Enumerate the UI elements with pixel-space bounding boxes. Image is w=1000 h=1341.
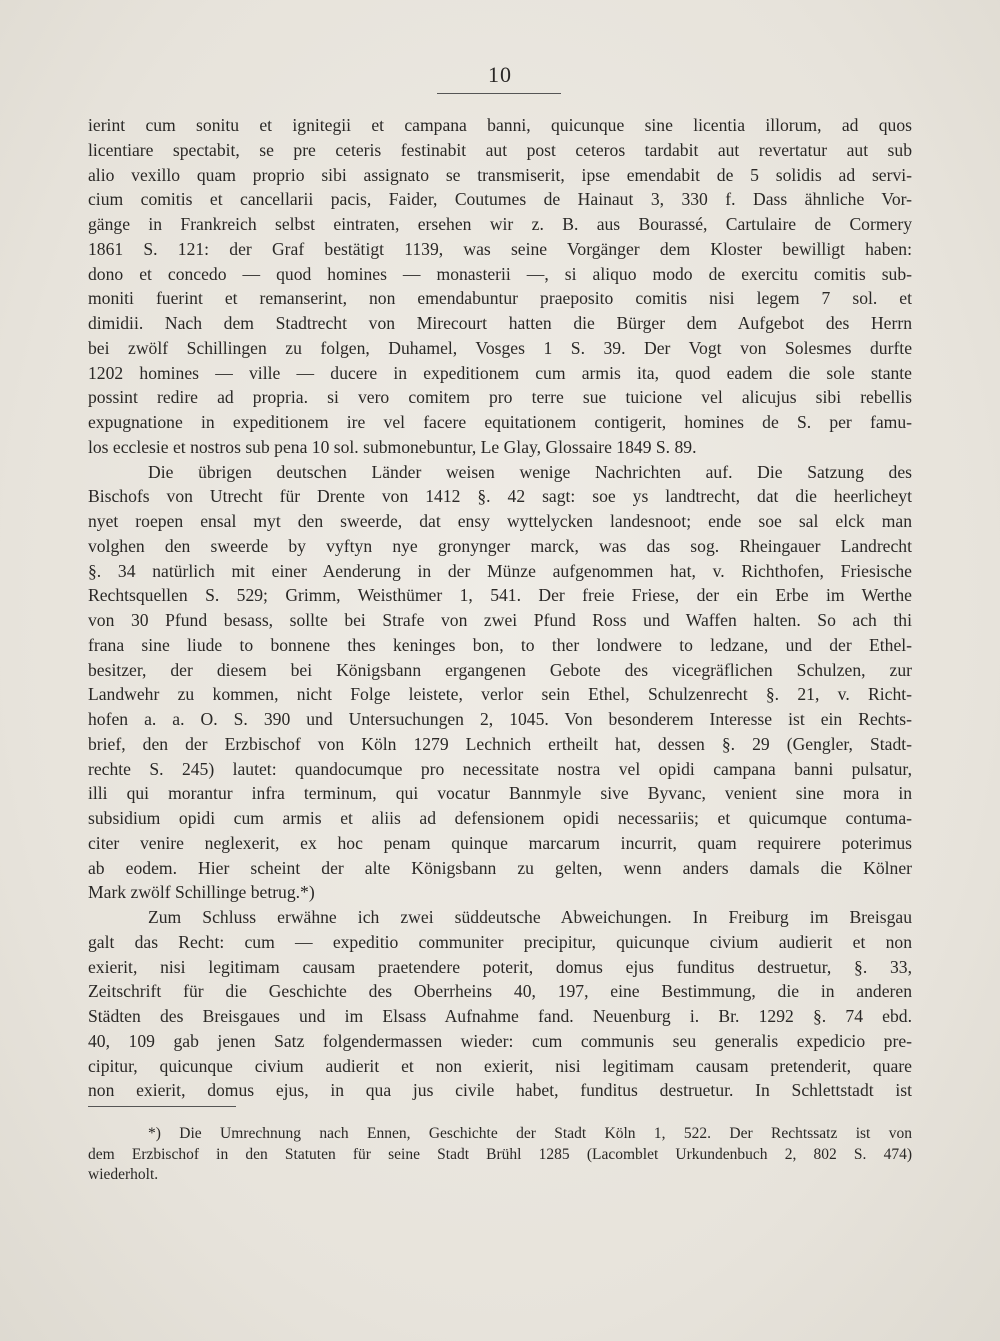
- text-line: 1202 homines — ville — ducere in expeditionem cum armis ita, quod eadem die sole stante: [88, 362, 912, 383]
- text-line: moniti fuerint et remanserint, non emendabuntur praeposito comitis nisi legem 7 sol. et: [88, 288, 912, 309]
- text-line: §. 34 natürlich mit einer Aenderung in der Münze aufgenommen hat, v. Richthofen, Friesische: [88, 560, 912, 581]
- text-line: ierint cum sonitu et ignitegii et campana banni, quicunque sine licentia illorum, ad quos: [88, 115, 912, 135]
- text-line: citer venire neglexerit, ex hoc penam quinque marcarum incurrit, quam requirere poterimus: [88, 832, 912, 853]
- text-line: cipitur, quicunque civium audierit et non exierit, nisi legitimam causam pretenderit, quare: [88, 1055, 912, 1076]
- text-line: galt das Recht: cum — expeditio communiter precipitur, quicunque civium audierit et non: [88, 931, 912, 952]
- text-line: rechte S. 245) lautet: quandocumque pro necessitate nostra vel opidi campana banni pulsatur,: [88, 758, 912, 779]
- text-line: cium comitis et cancellarii pacis, Faider, Coutumes de Hainaut 3, 330 f. Dass ähnliche Vor-: [88, 189, 912, 210]
- text-line: hofen a. a. O. S. 390 und Untersuchungen 2, 1045. Von besonderem Interesse ist ein Rechts-: [88, 709, 912, 729]
- text-line: Landwehr zu kommen, nicht Folge leistete, verlor sein Ethel, Schulzenrecht §. 21, v. Richt-: [88, 684, 912, 705]
- footnotes: [88, 1124, 912, 1186]
- text-line: gänge in Frankreich selbst eintraten, ersehen wir z. B. aus Bourassé, Cartulaire de Cormery: [88, 214, 912, 234]
- text-line: bei zwölf Schillingen zu folgen, Duhamel, Vosges 1 S. 39. Der Vogt von Solesmes durfte: [88, 337, 912, 358]
- text-line: Zum Schluss erwähne ich zwei süddeutsche Abweichungen. In Freiburg im Breisgau: [148, 907, 912, 927]
- footnote-line: *) Die Umrechnung nach Ennen, Geschichte der Stadt Köln 1, 522. Der Rechtssatz ist von: [148, 1125, 912, 1142]
- text-line: volghen den sweerde by vyftyn nye gronynger marck, was das sog. Rheingauer Landrecht: [88, 535, 912, 556]
- text-line: Zeitschrift für die Geschichte des Oberrheins 40, 197, eine Bestimmung, die in anderen: [88, 981, 912, 1002]
- text-line: exierit, nisi legitimam causam praetendere poterit, domus ejus funditus destruetur, §. 33,: [88, 956, 912, 977]
- text-line: dono et concedo — quod homines — monasterii —, si aliquo modo de exercitu comitis sub-: [88, 263, 912, 284]
- text-line: frana sine liude to bonnene thes keninges bon, to ther londwere to ledzane, und der Ethel-: [88, 634, 912, 655]
- text-line: Bischofs von Utrecht für Drente von 1412 §. 42 sagt: soe ys landtrecht, dat die heerlicheyt: [88, 486, 912, 507]
- footnote-rule: [88, 1106, 236, 1107]
- text-line: Die übrigen deutschen Länder weisen wenige Nachrichten auf. Die Satzung des: [148, 461, 912, 482]
- header-rule: [437, 93, 561, 94]
- text-line: illi qui morantur infra terminum, qui vocatur Bannmyle sive Byvanc, venient sine mora in: [88, 783, 912, 804]
- text-line: von 30 Pfund besass, sollte bei Strafe von zwei Pfund Ross und Waffen halten. So ach thi: [88, 610, 912, 630]
- text-line: Rechtsquellen S. 529; Grimm, Weisthümer 1, 541. Der freie Friese, der ein Erbe im Werthe: [88, 585, 912, 606]
- text-line: ab eodem. Hier scheint der alte Königsbann zu gelten, wenn anders damals die Kölner: [88, 857, 912, 878]
- footnote-line: dem Erzbischof in den Statuten für seine Stadt Brühl 1285 (Lacomblet Urkundenbuch 2, 802 S. 474): [88, 1145, 912, 1163]
- text-line: besitzer, der diesem bei Königsbann ergangenen Gebote des vicegräflichen Schulzen, zur: [88, 659, 912, 680]
- text-line: possint redire ad propria. si vero comitem pro terre sue tuicione vel alicujus sibi rebellis: [88, 387, 912, 408]
- footnote-line: wiederholt.: [88, 1166, 159, 1183]
- text-line: expugnatione in expeditionem ire vel facere equitationem contigerit, homines de S. per famu-: [88, 412, 912, 432]
- text-line: licentiare spectabit, se pre ceteris festinabit aut post ceteros tardabit aut revertatur aut sub: [88, 139, 912, 160]
- text-line: subsidium opidi cum armis et aliis ad defensionem opidi necessariis; et quicumque contuma-: [88, 808, 912, 828]
- text-line: alio vexillo quam proprio sibi assignato se transmiserit, ipse emendabit de 5 solidis ad servi-: [88, 164, 912, 185]
- page-number: 10: [488, 62, 512, 87]
- body-text: [88, 113, 912, 1103]
- text-line: dimidii. Nach dem Stadtrecht von Mirecourt hatten die Bürger dem Aufgebot des Herrn: [88, 313, 912, 333]
- text-line: los ecclesie et nostros sub pena 10 sol. submonebuntur, Le Glay, Glossaire 1849 S. 89.: [88, 436, 697, 457]
- text-line: 1861 S. 121: der Graf bestätigt 1139, was seine Vorgänger dem Kloster bewilligt haben:: [88, 238, 912, 259]
- text-line: 40, 109 gab jenen Satz folgendermassen wieder: cum communis seu generalis expedicio pre-: [88, 1030, 912, 1051]
- text-line: brief, den der Erzbischof von Köln 1279 Lechnich ertheilt hat, dessen §. 29 (Gengler, Stadt-: [88, 733, 912, 754]
- text-line: Mark zwölf Schillinge betrug.*): [88, 882, 315, 903]
- text-line: nyet roepen ensal myt den sweerde, dat ensy wyttelycken landesnoot; ende soe sal elck man: [88, 511, 912, 531]
- text-line: Städten des Breisgaues und im Elsass Aufnahme fand. Neuenburg i. Br. 1292 §. 74 ebd.: [88, 1006, 912, 1026]
- text-line: non exierit, domus ejus, in qua jus civile habet, funditus destruetur. In Schlettstadt ist: [88, 1080, 912, 1101]
